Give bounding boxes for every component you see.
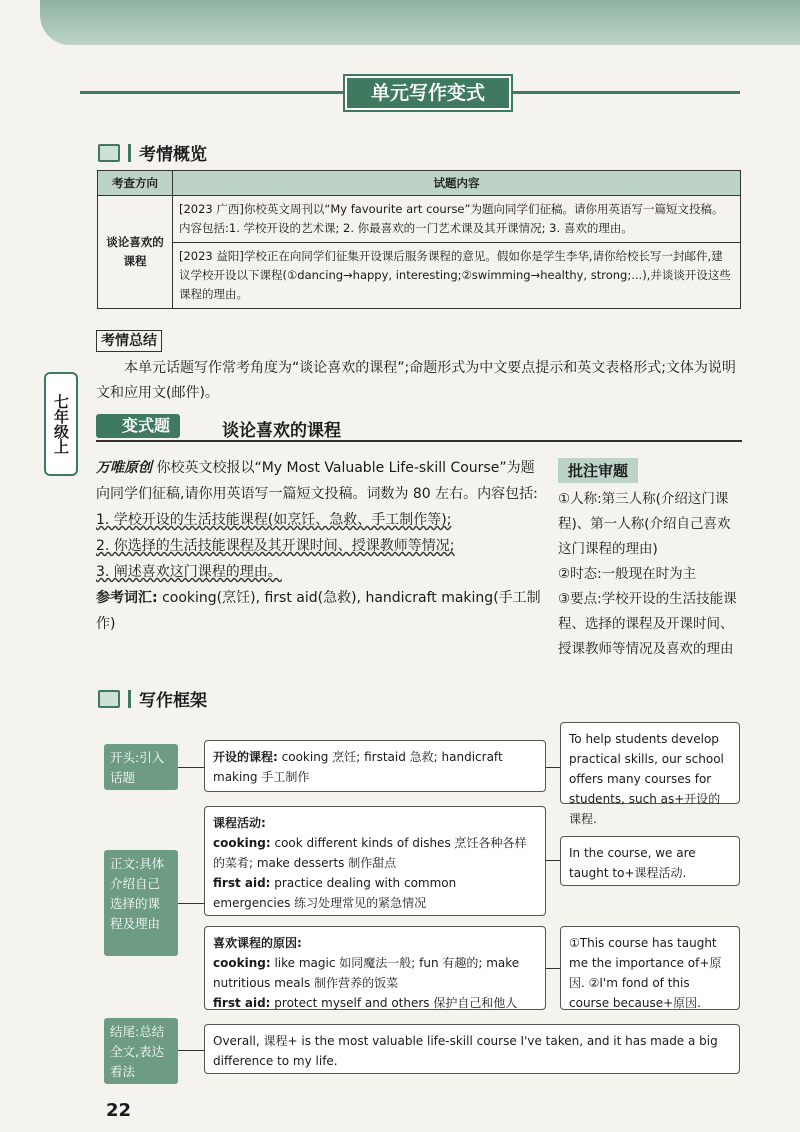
task-point-2: 2. 你选择的生活技能课程及其开课时间、授课教师等情况; [96, 538, 455, 554]
variant-heading [96, 414, 742, 442]
reasons-phrase-box: ①This course has taught me the importance of+原因. ②I'm fond of this course because+原因. [560, 926, 740, 1010]
unit-banner [80, 82, 740, 104]
grade-side-tab: 七年级上 [44, 372, 78, 476]
task-point-1: 1. 学校开设的生活技能课程(如烹饪、急救、手工制作等); [96, 512, 452, 528]
ending-box: Overall, 课程+ is the most valuable life-skill course I've taken, and it has made a big difference to my life. [204, 1024, 740, 1074]
note-points: ③要点:学校开设的生活技能课程、选择的课程及开课时间、授课教师等情况及喜欢的理由 [558, 591, 737, 657]
task-point-3: 3. 阐述喜欢这门课程的理由。 [96, 564, 282, 580]
opening-box: 开设的课程: cooking 烹饪; firstaid 急救; handicraft making 手工制作 [204, 740, 546, 792]
opening-phrase-box: To help students develop practical skills, our school offers many courses for students, such as+开设的课程. [560, 722, 740, 804]
monitor-icon [98, 144, 120, 162]
annotation-title: 批注审题 [558, 458, 638, 483]
direction-cell: 谈论喜欢的课程 [98, 196, 173, 309]
overview-heading: 考情概览 [98, 140, 207, 165]
opening-label: 开头:引入话题 [104, 744, 178, 790]
layout-icon [98, 690, 120, 708]
activities-phrase-box: In the course, we are taught to+课程活动. [560, 836, 740, 886]
exam-item-2: [2023 益阳]学校正在向同学们征集开设课后服务课程的意见。假如你是学生李华,请你给校长写一封邮件,建议学校开设以下课程(①dancing→happy, interesting;②swimming→healthy, strong;...),并谈谈开设这些课程的理由。 [173, 243, 741, 309]
annotation-panel [558, 458, 744, 662]
variant-title: 谈论喜欢的课程 [222, 421, 341, 441]
framework-heading: 写作框架 [98, 686, 207, 711]
page-number: 22 [106, 1100, 132, 1121]
task-intro: 你校英文校报以“My Most Valuable Life-skill Course”为题向同学们征稿,请你用英语写一篇短文投稿。词数为 80 左右。内容包括: [96, 460, 538, 502]
note-person: ①人称:第三人称(介绍这门课程)、第一人称(介绍自己喜欢这门课程的理由) [558, 491, 731, 557]
summary-text: 本单元话题写作常考角度为“谈论喜欢的课程”;命题形式为中文要点提示和英文表格形式;文体为说明文和应用文(邮件)。 [96, 360, 736, 401]
reasons-box: 喜欢课程的原因: cooking: like magic 如同魔法一般; fun 有趣的; make nutritious meals 制作营养的饭菜 first aid: protect myself and others 保护自己和他人 [204, 926, 546, 1010]
vocab-label: 参考词汇: [96, 590, 158, 606]
col-header-content: 试题内容 [173, 171, 741, 196]
banner-title: 单元写作变式 [345, 76, 511, 110]
summary-label: 考情总结 [96, 330, 162, 352]
vocab-text: cooking(烹饪), first aid(急救), handicraft making(手工制作) [96, 590, 541, 632]
variant-tag: 变式题 [96, 414, 180, 438]
activities-box: 课程活动: cooking: cook different kinds of dishes 烹饪各种各样的菜肴; make desserts 制作甜点 first aid: practice dealing with common emergencies 练习处理常见的紧急情况 [204, 806, 546, 916]
ending-label: 结尾:总结全文,表达看法 [104, 1018, 178, 1084]
task-prompt [96, 455, 546, 637]
top-decor-band [40, 0, 800, 45]
brand-label: 万唯原创 [96, 460, 152, 476]
col-header-direction: 考查方向 [98, 171, 173, 196]
note-tense: ②时态:一般现在时为主 [558, 566, 697, 582]
exam-item-1: [2023 广西]你校英文周刊以“My favourite art course”为题向同学们征稿。请你用英语写一篇短文投稿。内容包括:1. 学校开设的艺术课; 2. 你最喜欢的一门艺术课及其开课情况; 3. 喜欢的理由。 [173, 196, 741, 243]
body-label: 正文:具体介绍自己选择的课程及理由 [104, 850, 178, 956]
overview-table [97, 170, 741, 309]
